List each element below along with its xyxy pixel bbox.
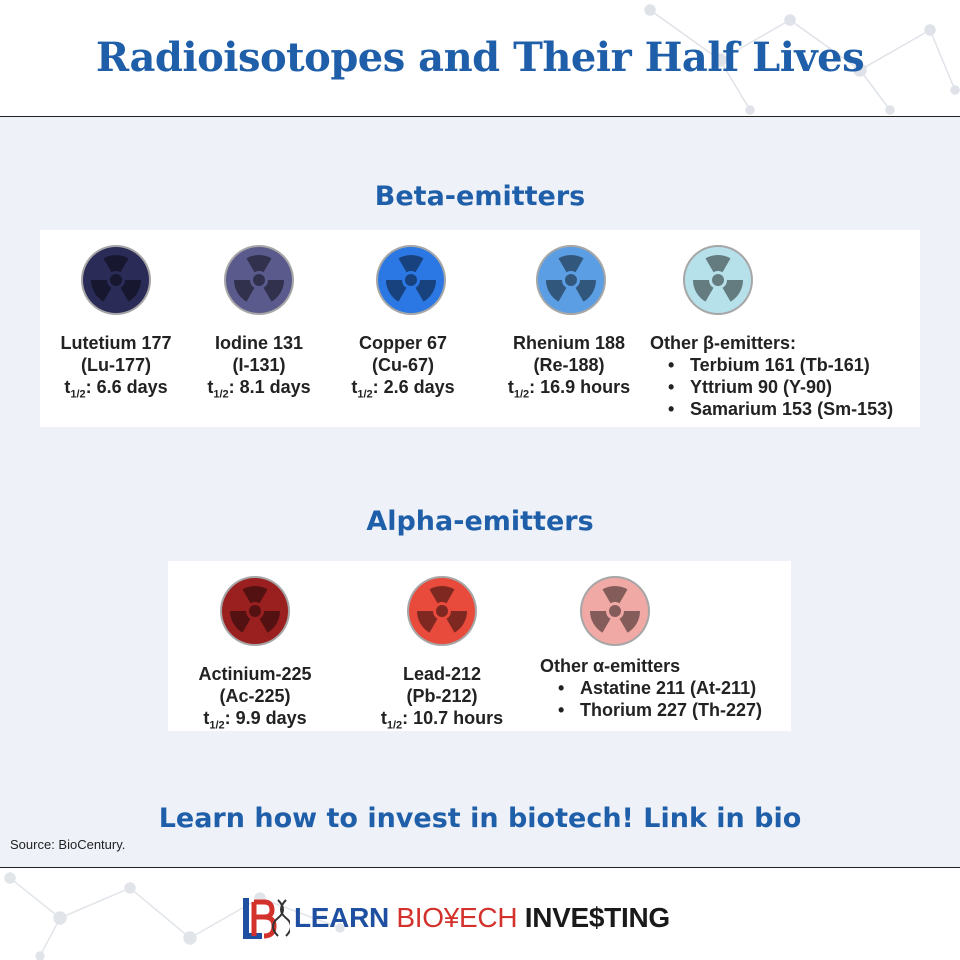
half-life-subscript: 1/2 — [513, 388, 530, 401]
half-life-value: : 6.6 days — [85, 377, 168, 397]
isotope-label — [342, 663, 542, 737]
radiation-symbol-icon — [579, 575, 651, 647]
isotope-name: Lutetium 177 — [60, 333, 172, 353]
other-emitters-list — [540, 655, 762, 721]
half-life-value: : 8.1 days — [228, 377, 311, 397]
source-note: Source: BioCentury. — [10, 837, 126, 852]
footer — [0, 868, 960, 960]
lb-dna-logo-icon — [242, 896, 290, 940]
logo-word-biotech: BIO¥ECH — [396, 902, 525, 933]
other-emitters-heading: Other α-emitters — [540, 656, 681, 676]
half-life-symbol: t — [207, 377, 214, 397]
isotope-name: Iodine 131 — [214, 333, 304, 353]
isotope-name: Lead-212 — [402, 664, 482, 684]
isotope-half-life — [469, 376, 669, 406]
logo-word-investing: INVE$TING — [524, 902, 670, 933]
radiation-symbol-icon — [375, 244, 447, 316]
main-content — [0, 117, 960, 868]
radiation-symbol-icon — [223, 244, 295, 316]
isotope-symbol: (Pb-212) — [406, 686, 478, 706]
other-emitter-item: • Thorium 227 (Th-227) — [580, 699, 762, 721]
isotope-symbol: (I-131) — [232, 355, 286, 375]
half-life-subscript: 1/2 — [209, 719, 225, 732]
radiation-symbol-icon — [535, 244, 607, 316]
half-life-subscript: 1/2 — [213, 388, 229, 401]
logo-word-learn: LEARN — [294, 902, 397, 933]
isotope-label — [155, 663, 355, 737]
beta-emitters-heading: Beta-emitters — [374, 181, 586, 212]
half-life-symbol: t — [380, 708, 387, 728]
isotope-name: Rhenium 188 — [512, 333, 626, 353]
other-emitter-item: • Samarium 153 (Sm-153) — [690, 398, 893, 420]
other-emitter-item: • Yttrium 90 (Y-90) — [690, 376, 893, 398]
half-life-value: : 9.9 days — [224, 708, 307, 728]
half-life-subscript: 1/2 — [357, 388, 373, 401]
learn-biotech-investing-logo — [242, 896, 670, 940]
half-life-subscript: 1/2 — [386, 719, 403, 732]
radiation-symbol-icon — [80, 244, 152, 316]
beta-emitters-panel — [40, 230, 920, 427]
isotope-label — [469, 332, 669, 406]
radiation-symbol-icon — [682, 244, 754, 316]
alpha-emitters-panel — [168, 561, 791, 731]
isotope-symbol: (Ac-225) — [219, 686, 291, 706]
isotope-symbol: (Cu-67) — [372, 355, 434, 375]
isotope-symbol: (Lu-177) — [80, 355, 151, 375]
half-life-value: : 10.7 hours — [402, 708, 504, 728]
other-emitter-item: • Astatine 211 (At-211) — [580, 677, 762, 699]
half-life-symbol: t — [507, 377, 514, 397]
half-life-subscript: 1/2 — [70, 388, 86, 401]
half-life-symbol: t — [203, 708, 210, 728]
logo-wordmark — [294, 902, 670, 934]
half-life-symbol: t — [64, 377, 71, 397]
call-to-action: Learn how to invest in biotech! Link in bio — [158, 803, 802, 834]
isotope-half-life — [155, 707, 355, 737]
isotope-symbol: (Re-188) — [533, 355, 605, 375]
page-title: Radioisotopes and Their Half Lives — [95, 34, 865, 81]
other-emitters-list — [650, 332, 893, 420]
other-emitters-heading: Other β-emitters: — [650, 333, 797, 353]
isotope-name: Actinium-225 — [198, 664, 312, 684]
half-life-value: : 2.6 days — [372, 377, 455, 397]
alpha-emitters-heading: Alpha-emitters — [366, 506, 594, 537]
radiation-symbol-icon — [219, 575, 291, 647]
isotope-name: Copper 67 — [358, 333, 448, 353]
radiation-symbol-icon — [406, 575, 478, 647]
half-life-symbol: t — [351, 377, 358, 397]
half-life-value: : 16.9 hours — [529, 377, 631, 397]
header — [0, 0, 960, 117]
isotope-half-life — [342, 707, 542, 737]
other-emitter-item: • Terbium 161 (Tb-161) — [690, 354, 893, 376]
